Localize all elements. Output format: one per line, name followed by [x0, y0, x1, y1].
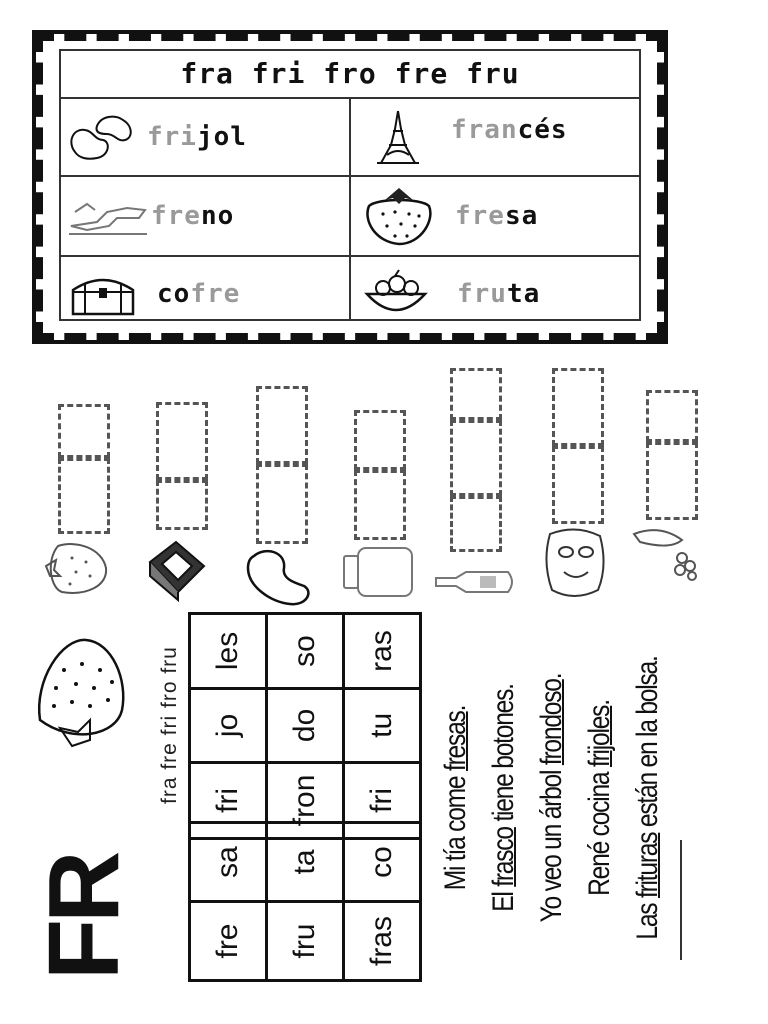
answer-box[interactable]	[552, 446, 604, 524]
word-cell-frijol	[67, 99, 347, 175]
answer-box[interactable]	[256, 464, 308, 544]
highlighted-word: fresas	[439, 711, 472, 772]
word-cell-freno	[67, 177, 347, 255]
syllable-cell: les	[190, 614, 267, 689]
highlighted-word: frasco	[487, 827, 520, 887]
answer-box[interactable]	[354, 410, 406, 470]
heading-fr: FR	[28, 854, 140, 980]
bottle-icon	[432, 566, 518, 598]
card-grid	[59, 49, 641, 321]
word-fresa: fresa	[455, 201, 539, 231]
syllable-cell: fri	[190, 762, 267, 838]
syllable-card	[32, 30, 668, 344]
word-fruta: fruta	[457, 279, 541, 309]
sentence: El frasco tiene botones.	[487, 684, 520, 912]
syllable-cell: tu	[344, 688, 421, 762]
syllable-cell: ras	[344, 614, 421, 689]
eiffel-tower-icon	[373, 109, 423, 165]
answer-box[interactable]	[58, 458, 110, 534]
word-frances: francés	[451, 115, 568, 145]
fruit-bowl-icon	[361, 268, 431, 320]
word-cofre: cofre	[157, 279, 241, 309]
highlighted-word: frituras	[631, 832, 664, 899]
answer-box[interactable]	[58, 404, 110, 458]
card-title: fra fri fro fre fru	[180, 57, 520, 90]
answer-box[interactable]	[450, 496, 502, 552]
sentence: René cocina frijoles.	[583, 700, 616, 896]
word-cell-fruta	[353, 257, 643, 331]
syllable-cell: co	[344, 823, 421, 902]
fruit-icon	[630, 524, 704, 582]
highlighted-word: frondoso	[535, 679, 568, 766]
treasure-chest-icon	[67, 270, 139, 318]
syllable-cell: fron	[267, 762, 344, 838]
answer-box[interactable]	[552, 368, 604, 446]
syllable-cell: do	[267, 688, 344, 762]
syllable-cell: ta	[267, 823, 344, 902]
answer-box[interactable]	[646, 390, 698, 442]
answer-box[interactable]	[646, 442, 698, 520]
answer-box[interactable]	[450, 368, 502, 420]
sentence: Las frituras están en la bolsa.	[631, 656, 664, 940]
syllable-cell: fru	[267, 902, 344, 981]
word-cell-cofre	[67, 257, 347, 331]
answer-box[interactable]	[354, 470, 406, 540]
syllable-cell: fre	[190, 902, 267, 981]
highlighted-word: frijoles	[583, 705, 616, 768]
answer-box[interactable]	[156, 402, 208, 480]
syllable-cell: fras	[344, 902, 421, 981]
syllable-cell: sa	[190, 823, 267, 902]
strawberry-icon	[361, 186, 437, 246]
answer-box[interactable]	[256, 386, 308, 464]
strawberry-icon	[42, 540, 114, 598]
bean-icon	[67, 112, 137, 162]
syllable-cell: fri	[344, 762, 421, 838]
word-freno: freno	[151, 201, 235, 231]
syllables-list: fra fre fri fro fru	[158, 646, 181, 804]
answer-box[interactable]	[156, 480, 208, 530]
reading-panel-content	[28, 612, 708, 988]
frame-icon	[142, 536, 212, 602]
sentence: Mi tía come fresas.	[439, 705, 472, 891]
mask-icon	[540, 526, 610, 600]
bean-icon	[246, 546, 316, 608]
sentence: Yo veo un árbol frondoso.	[535, 673, 568, 923]
word-cell-fresa	[353, 177, 643, 255]
syllable-cell: jo	[190, 688, 267, 762]
word-frijol: frijol	[147, 122, 247, 152]
jar-icon	[340, 544, 420, 600]
syllable-cell: so	[267, 614, 344, 689]
brake-pedal-icon	[67, 196, 151, 236]
word-cell-frances	[353, 99, 643, 175]
answer-box[interactable]	[450, 420, 502, 496]
